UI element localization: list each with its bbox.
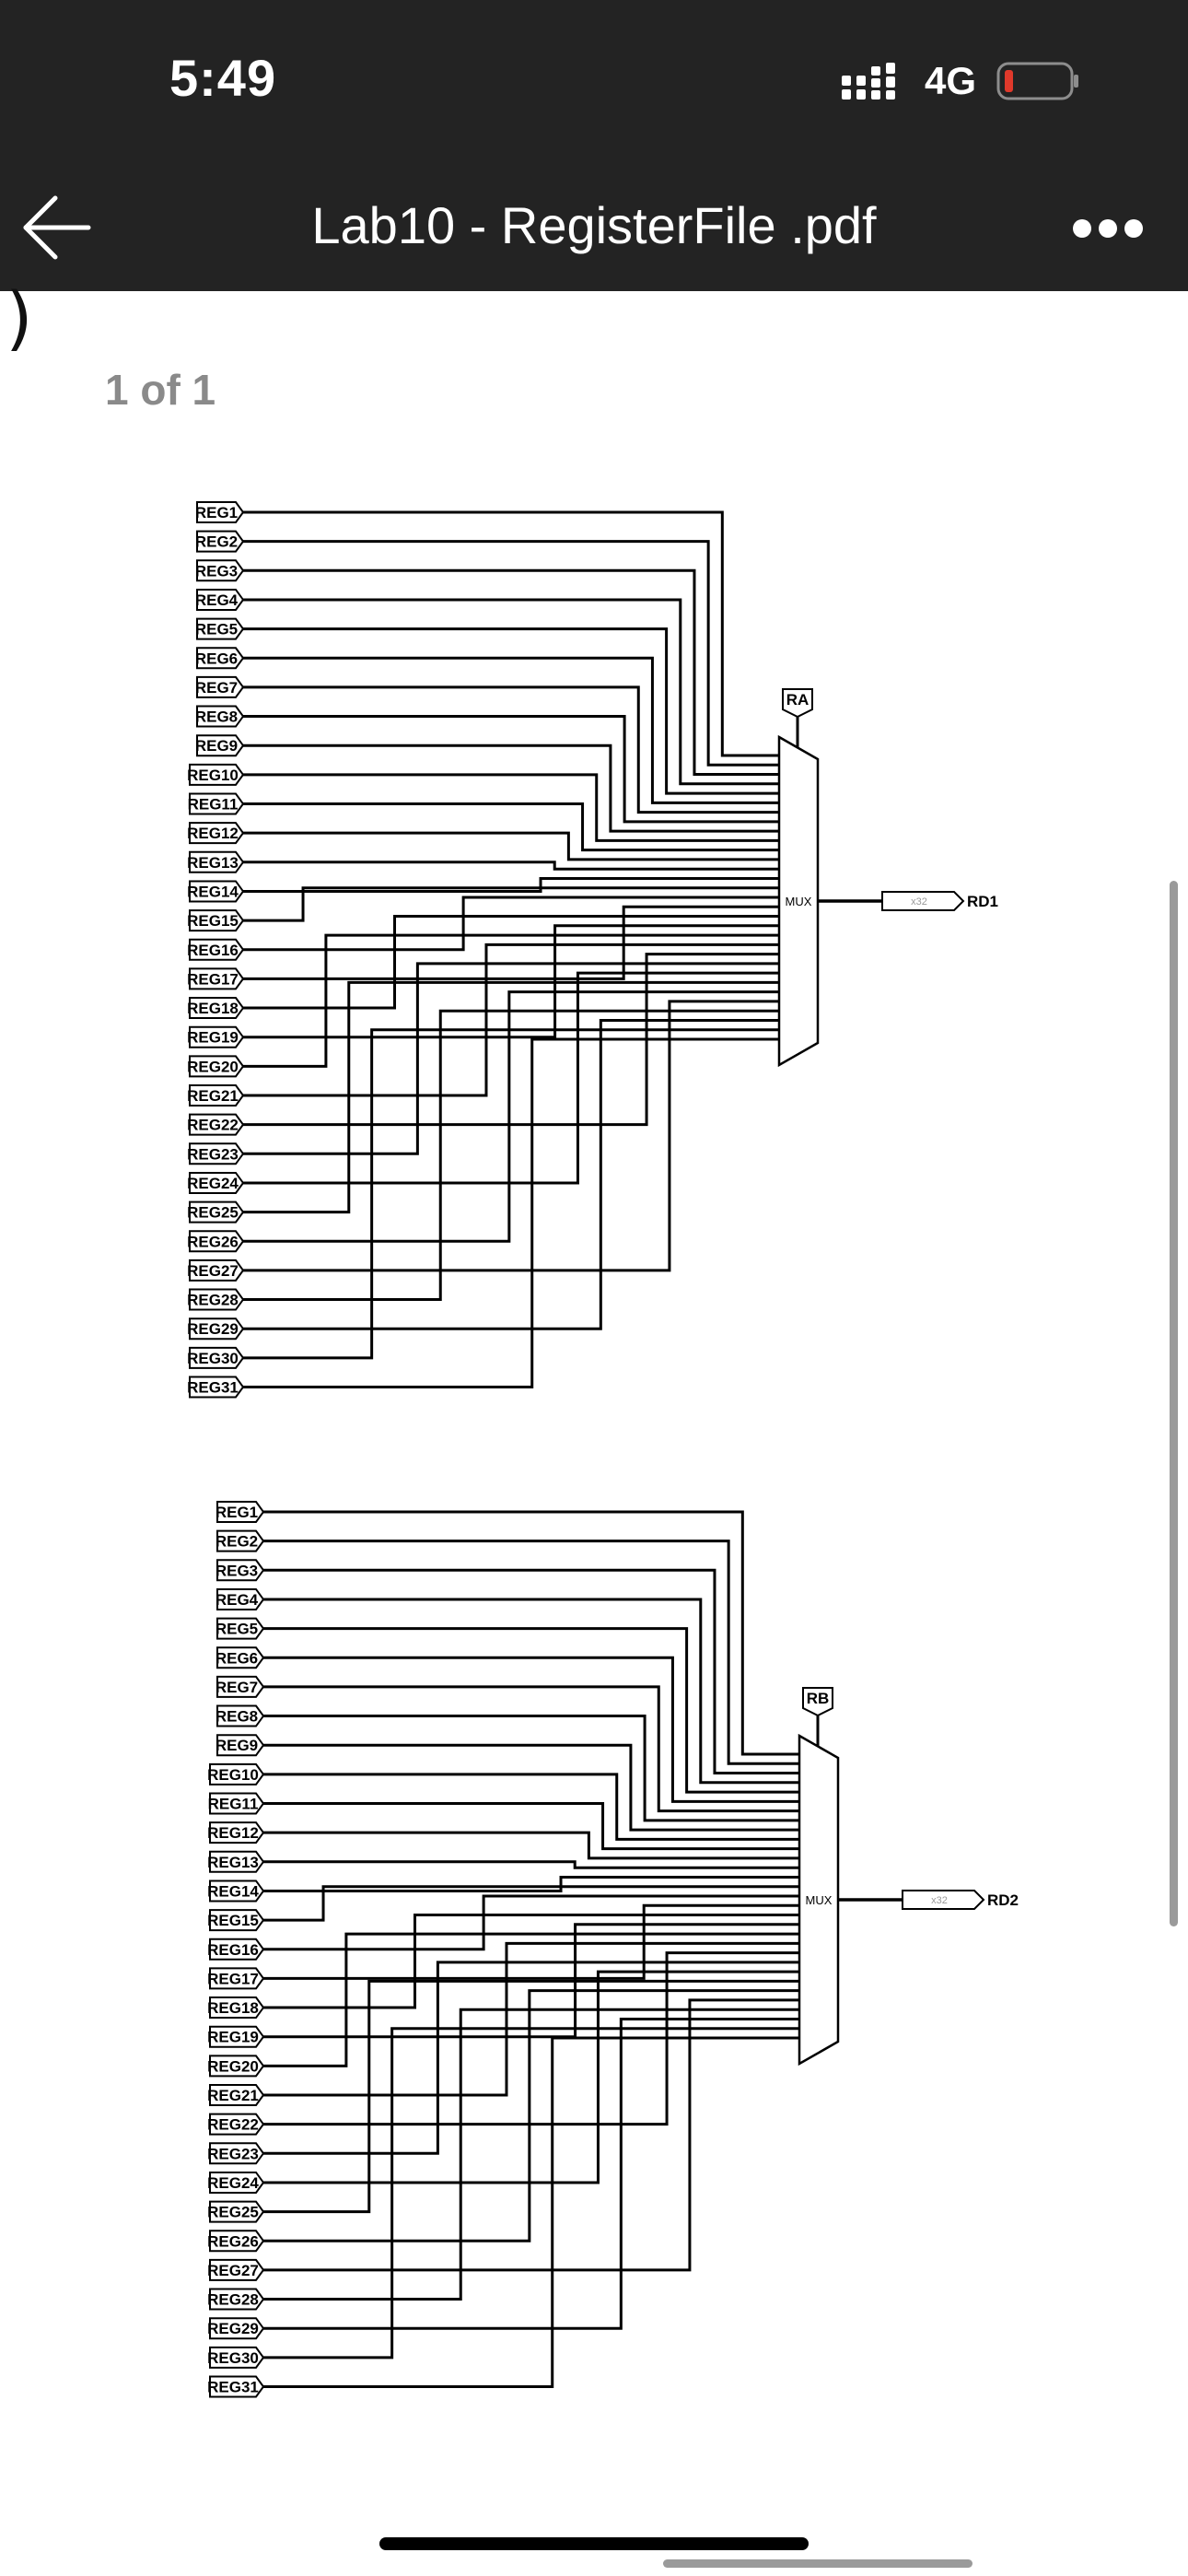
input-label-reg11: REG11 (187, 795, 239, 814)
input-label-reg6: REG6 (215, 1649, 259, 1668)
input-wire-reg18 (243, 917, 779, 1009)
input-wire-reg25 (243, 982, 779, 1212)
horizontal-scroll-indicator[interactable] (663, 2559, 973, 2568)
input-label-reg28: REG28 (207, 2290, 259, 2309)
input-wire-reg4 (263, 1599, 799, 1783)
input-label-reg25: REG25 (207, 2203, 259, 2221)
input-label-reg10: REG10 (207, 1765, 259, 1784)
input-label-reg13: REG13 (187, 853, 239, 872)
input-label-reg27: REG27 (187, 1261, 239, 1280)
input-wire-reg16 (243, 897, 779, 950)
input-label-reg24: REG24 (187, 1174, 239, 1192)
input-wire-reg30 (263, 2029, 799, 2358)
input-wire-reg27 (263, 2000, 799, 2270)
status-bar (0, 0, 1188, 162)
input-wire-reg28 (243, 1011, 779, 1299)
input-label-reg23: REG23 (207, 2145, 259, 2163)
input-wire-reg5 (243, 629, 779, 793)
input-wire-reg27 (243, 1001, 779, 1270)
input-label-reg30: REG30 (187, 1349, 239, 1367)
input-wire-reg3 (243, 570, 779, 774)
input-wire-reg2 (263, 1541, 799, 1764)
input-wire-reg13 (263, 1862, 799, 1868)
input-label-reg3: REG3 (194, 562, 239, 580)
input-wire-reg30 (243, 1030, 779, 1358)
multiplexer-label: MUX (785, 895, 812, 908)
select-label: RB (806, 1690, 830, 1707)
network-type: 4G (925, 59, 977, 102)
cut-off-text-fragment: ) (6, 276, 33, 358)
input-label-reg10: REG10 (187, 766, 239, 784)
input-wire-reg1 (243, 512, 779, 755)
input-label-reg19: REG19 (207, 2028, 259, 2046)
input-label-reg7: REG7 (194, 678, 239, 697)
input-label-reg24: REG24 (207, 2173, 259, 2192)
input-label-reg15: REG15 (207, 1912, 259, 1930)
input-label-reg21: REG21 (207, 2087, 259, 2104)
navigation-bar (0, 162, 1188, 291)
output-label: RD1 (967, 893, 999, 910)
input-label-reg25: REG25 (187, 1203, 239, 1222)
input-label-reg13: REG13 (207, 1853, 259, 1871)
input-wire-reg12 (263, 1832, 799, 1858)
input-label-reg23: REG23 (187, 1145, 239, 1164)
input-label-reg26: REG26 (207, 2232, 259, 2251)
input-label-reg30: REG30 (207, 2348, 259, 2367)
input-label-reg20: REG20 (187, 1058, 239, 1076)
input-label-reg1: REG1 (194, 504, 239, 521)
input-wire-reg6 (243, 658, 779, 802)
document-title: Lab10 - RegisterFile .pdf (311, 196, 877, 254)
input-wire-reg14 (243, 878, 779, 891)
input-label-reg31: REG31 (207, 2378, 259, 2396)
more-options-button[interactable] (1066, 201, 1149, 256)
input-wire-reg9 (263, 1745, 799, 1830)
input-wire-reg6 (263, 1657, 799, 1801)
register-file-schematic (0, 291, 1188, 2576)
input-label-reg4: REG4 (215, 1590, 259, 1609)
input-label-reg16: REG16 (207, 1940, 259, 1959)
input-label-reg5: REG5 (215, 1620, 259, 1638)
input-wire-reg13 (243, 862, 779, 869)
input-wire-reg24 (263, 1972, 799, 2183)
input-label-reg3: REG3 (215, 1562, 259, 1580)
input-label-reg1: REG1 (215, 1504, 259, 1521)
input-label-reg4: REG4 (194, 591, 239, 609)
more-options-icon (1066, 201, 1149, 256)
input-wire-reg12 (243, 833, 779, 860)
input-label-reg17: REG17 (187, 970, 239, 989)
input-label-reg12: REG12 (207, 1824, 259, 1843)
input-label-reg12: REG12 (187, 825, 239, 843)
input-wire-reg8 (243, 717, 779, 822)
input-wire-reg1 (263, 1512, 799, 1754)
input-label-reg16: REG16 (187, 941, 239, 959)
input-wire-reg17 (263, 1905, 799, 1978)
input-label-reg28: REG28 (187, 1291, 239, 1309)
input-label-reg6: REG6 (194, 650, 239, 668)
input-label-reg26: REG26 (187, 1233, 239, 1251)
home-indicator[interactable] (379, 2537, 809, 2550)
cellular-signal-icon (840, 63, 906, 108)
battery-low-icon (996, 61, 1081, 106)
input-wire-reg5 (263, 1629, 799, 1792)
input-label-reg19: REG19 (187, 1028, 239, 1047)
input-label-reg15: REG15 (187, 912, 239, 931)
input-wire-reg14 (263, 1877, 799, 1891)
input-wire-reg9 (243, 745, 779, 831)
pdf-page-viewer[interactable] (0, 276, 1188, 2576)
input-label-reg17: REG17 (207, 1970, 259, 1988)
input-wire-reg11 (243, 804, 779, 850)
input-label-reg14: REG14 (187, 883, 239, 901)
input-label-reg8: REG8 (194, 708, 239, 726)
input-wire-reg16 (263, 1896, 799, 1950)
input-label-reg29: REG29 (187, 1320, 239, 1339)
input-wire-reg24 (243, 973, 779, 1183)
input-label-reg9: REG9 (215, 1737, 259, 1755)
input-label-reg22: REG22 (207, 2115, 259, 2134)
input-wire-reg2 (243, 542, 779, 766)
output-label: RD2 (987, 1891, 1019, 1909)
bus-width-label: x32 (931, 1895, 948, 1906)
vertical-scroll-indicator[interactable] (1170, 881, 1178, 1926)
input-label-reg22: REG22 (187, 1116, 239, 1134)
input-label-reg20: REG20 (207, 2057, 259, 2076)
input-label-reg8: REG8 (215, 1707, 259, 1726)
input-label-reg9: REG9 (194, 737, 239, 755)
input-label-reg18: REG18 (207, 1999, 259, 2018)
input-label-reg5: REG5 (194, 620, 239, 638)
input-label-reg11: REG11 (207, 1795, 259, 1813)
input-label-reg18: REG18 (187, 1000, 239, 1018)
select-label: RA (786, 691, 809, 708)
input-label-reg2: REG2 (215, 1532, 259, 1551)
bus-width-label: x32 (911, 896, 927, 907)
page-indicator: 1 of 1 (105, 366, 216, 414)
multiplexer-label: MUX (805, 1893, 833, 1907)
input-label-reg27: REG27 (207, 2261, 259, 2279)
input-label-reg7: REG7 (215, 1678, 259, 1696)
input-label-reg2: REG2 (194, 533, 239, 551)
input-label-reg14: REG14 (207, 1882, 259, 1901)
input-label-reg29: REG29 (207, 2320, 259, 2338)
input-label-reg21: REG21 (187, 1087, 239, 1105)
input-label-reg31: REG31 (187, 1378, 239, 1397)
input-wire-reg4 (243, 600, 779, 784)
status-time: 5:49 (169, 49, 277, 107)
